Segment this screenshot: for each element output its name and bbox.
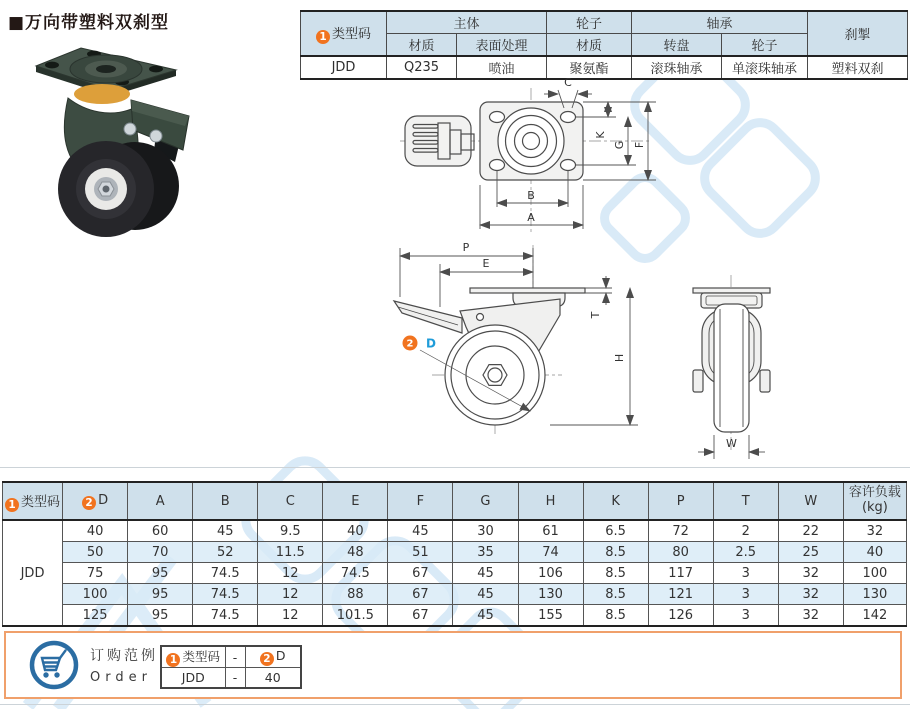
dim-label-d: D [426,336,436,351]
dim-label-p: P [462,241,470,254]
dim-header-load: 容许负载 (kg) [843,482,906,520]
dim-header-a: A [128,482,193,520]
dim-label-t: T [589,311,602,319]
table-row: JDD 40 60 45 9.5 40 45 30 61 6.5 72 2 22 32 [3,520,907,542]
dim-d-value: 75 [63,563,128,584]
spec-brake: 塑料双刹 [808,56,908,79]
spec-body-surface: 喷油 [457,56,547,79]
spec-type-code: JDD [301,56,387,79]
dim-header-type: 1 类型码 [3,482,63,520]
spec-subheader-surface: 表面处理 [457,34,547,57]
order-example-box [4,631,902,699]
dim-header-b: B [193,482,258,520]
dimension-table [2,481,907,627]
caster-photo-plate [36,48,176,104]
order-header-dash: - [225,646,245,668]
table-row: 100 95 74.5 12 88 67 45 130 8.5 121 3 32 130 [3,584,907,605]
spec-subheader-wheel-material: 材质 [547,34,632,57]
badge-2-icon: 2 [260,652,274,666]
dim-label-b: B [527,189,535,202]
dim-header-p: P [648,482,713,520]
side-view-drawing [394,245,585,437]
table-row: 50 70 52 11.5 48 51 35 74 8.5 80 2.5 25 40 [3,542,907,563]
spec-subheader-material: 材质 [387,34,457,57]
dim-label-f: F [633,141,646,149]
spec-wheel-bearing: 单滚珠轴承 [722,56,808,79]
cart-icon [28,639,80,691]
badge-1-icon: 1 [5,498,19,512]
dim-d-value: 100 [63,584,128,605]
order-header-type: 1 类型码 [161,646,225,668]
dim-header-k: K [583,482,648,520]
spec-table [300,10,908,80]
top-view-drawing [400,88,650,235]
spec-header-brake: 刹掣 [808,11,908,56]
dim-d-value: 125 [63,605,128,627]
order-value-d: 40 [245,668,301,689]
spec-body-material: Q235 [387,56,457,79]
page-title: ■万向带塑料双刹型 [8,13,170,33]
spec-header-body: 主体 [387,11,547,34]
dim-d-value: 50 [63,542,128,563]
dim-label-h: H [613,353,626,363]
spec-subheader-wheel-bearing: 轮子 [722,34,808,57]
badge-1-icon: 1 [166,653,180,667]
caster-photo-wheel [58,141,179,237]
table-row: 75 95 74.5 12 74.5 67 45 106 8.5 117 3 32 100 [3,563,907,584]
dim-header-w: W [778,482,843,520]
dim-label-a: A [527,211,535,224]
dim-header-f: F [388,482,453,520]
spec-subheader-swivel: 转盘 [632,34,722,57]
badge-1-icon: 1 [316,30,330,44]
spec-swivel-bearing: 滚珠轴承 [632,56,722,79]
spec-header-wheel: 轮子 [547,11,632,34]
dim-d-value: 40 [63,520,128,542]
section-divider [0,467,910,468]
dim-type-code: JDD [3,520,63,626]
dim-label-e: E [482,257,490,270]
order-value-type: JDD [161,668,225,689]
dim-header-g: G [453,482,518,520]
order-header-d: 2 D [245,646,301,668]
spec-header-bearing: 轴承 [632,11,808,34]
technical-drawings [380,75,910,475]
dim-label-k: K [594,131,607,139]
dim-badge-2: 2 [406,338,414,350]
dim-label-c: C [564,76,572,89]
badge-2-icon: 2 [82,496,96,510]
dim-header-c: C [258,482,323,520]
dim-header-t: T [713,482,778,520]
page-bottom-divider [0,704,910,705]
order-label-en: Order [90,670,152,685]
product-photo [6,38,198,240]
order-labels [90,645,158,685]
dim-header-h: H [518,482,583,520]
dim-header-e: E [323,482,388,520]
order-label-cn: 订购范例 [90,648,158,664]
spec-header-type: 1 类型码 [301,11,387,56]
spec-wheel-material: 聚氨酯 [547,56,632,79]
dim-label-g: G [613,140,626,150]
dim-label-w: W [726,437,737,450]
dim-header-d: 2 D [63,482,128,520]
table-row: 125 95 74.5 12 101.5 67 45 155 8.5 126 3 32 142 [3,605,907,627]
front-view-drawing [693,275,770,450]
order-table [160,645,302,689]
order-value-dash: - [225,668,245,689]
